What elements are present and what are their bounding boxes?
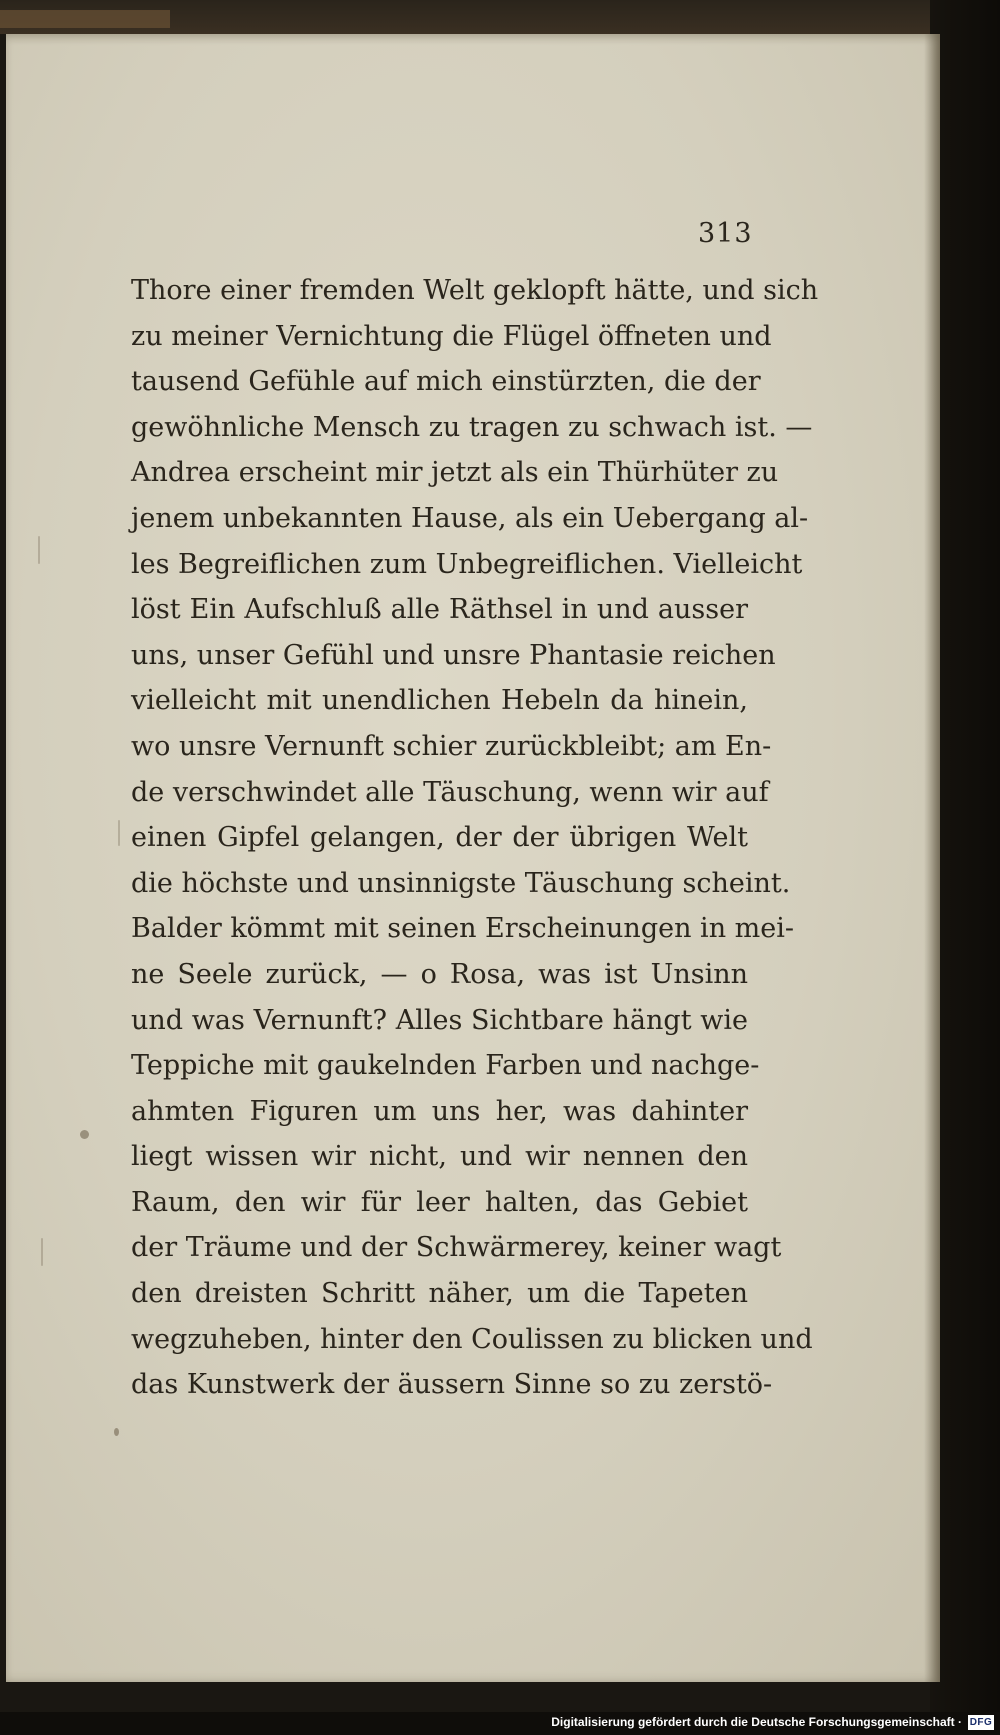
text-line: les Begreiflichen zum Unbegreiflichen. Vielleicht [131,548,803,580]
text-line: gewöhnliche Mensch zu tragen zu schwach ist. — [131,411,813,443]
text-line: wo unsre Vernunft schier zurückbleibt; am En- [131,730,772,762]
page-stain [80,1130,89,1139]
page-stain [118,820,120,846]
text-line: wegzuheben, hinter den Coulissen zu blicken und [131,1323,813,1355]
text-line: tausend Gefühle auf mich einstürzten, die der [131,366,761,398]
page-stain [38,536,40,564]
dfg-logo: DFG [969,1717,993,1728]
funding-credit: Digitalisierung gefördert durch die Deutsche Forschungsgemeinschaft · [551,1715,962,1729]
text-line: löst Ein Aufschluß alle Räthsel in und ausser [131,594,748,626]
text-line: Thore einer fremden Welt geklopft hätte, und sich [131,275,819,306]
page-number: 313 [698,218,753,249]
text-line: jenem unbekannten Hause, als ein Uebergang al- [131,502,809,534]
text-line: den dreisten Schritt näher, um die Tapeten [131,1278,748,1310]
text-line: Balder kömmt mit seinen Erscheinungen in mei- [131,913,795,945]
text-line: und was Vernunft? Alles Sichtbare hängt wie [131,1004,748,1036]
scanner-top-edge [0,0,1000,34]
text-line: Teppiche mit gaukelnden Farben und nachge- [131,1050,760,1082]
text-line: der Träume und der Schwärmerey, keiner wagt [131,1232,782,1264]
scanner-top-tab [0,10,170,28]
text-line: einen Gipfel gelangen, der der übrigen Welt [131,822,748,854]
page-edge-shadow [924,34,940,1682]
text-line: zu meiner Vernichtung die Flügel öffneten und [131,320,772,352]
text-line: ne Seele zurück, — o Rosa, was ist Unsinn [131,958,748,990]
text-line: liegt wissen wir nicht, und wir nennen den [131,1141,748,1173]
text-line: de verschwindet alle Täuschung, wenn wir auf [131,776,769,808]
page-stain [114,1428,119,1436]
text-line: uns, unser Gefühl und unsre Phantasie reichen [131,639,776,671]
text-line: die höchste und unsinnigste Täuschung scheint. [131,867,791,899]
body-text [131,268,819,1408]
page-stain [41,1238,43,1266]
text-line: Raum, den wir für leer halten, das Gebiet [131,1186,748,1218]
text-line: ahmten Figuren um uns her, was dahinter [131,1095,748,1127]
scanner-right-shadow [930,0,1000,1735]
text-line: Andrea erscheint mir jetzt als ein Thürhüter zu [131,457,779,489]
text-line: vielleicht mit unendlichen Hebeln da hinein, [131,685,748,717]
text-line: das Kunstwerk der äussern Sinne so zu zerstö- [131,1369,773,1401]
